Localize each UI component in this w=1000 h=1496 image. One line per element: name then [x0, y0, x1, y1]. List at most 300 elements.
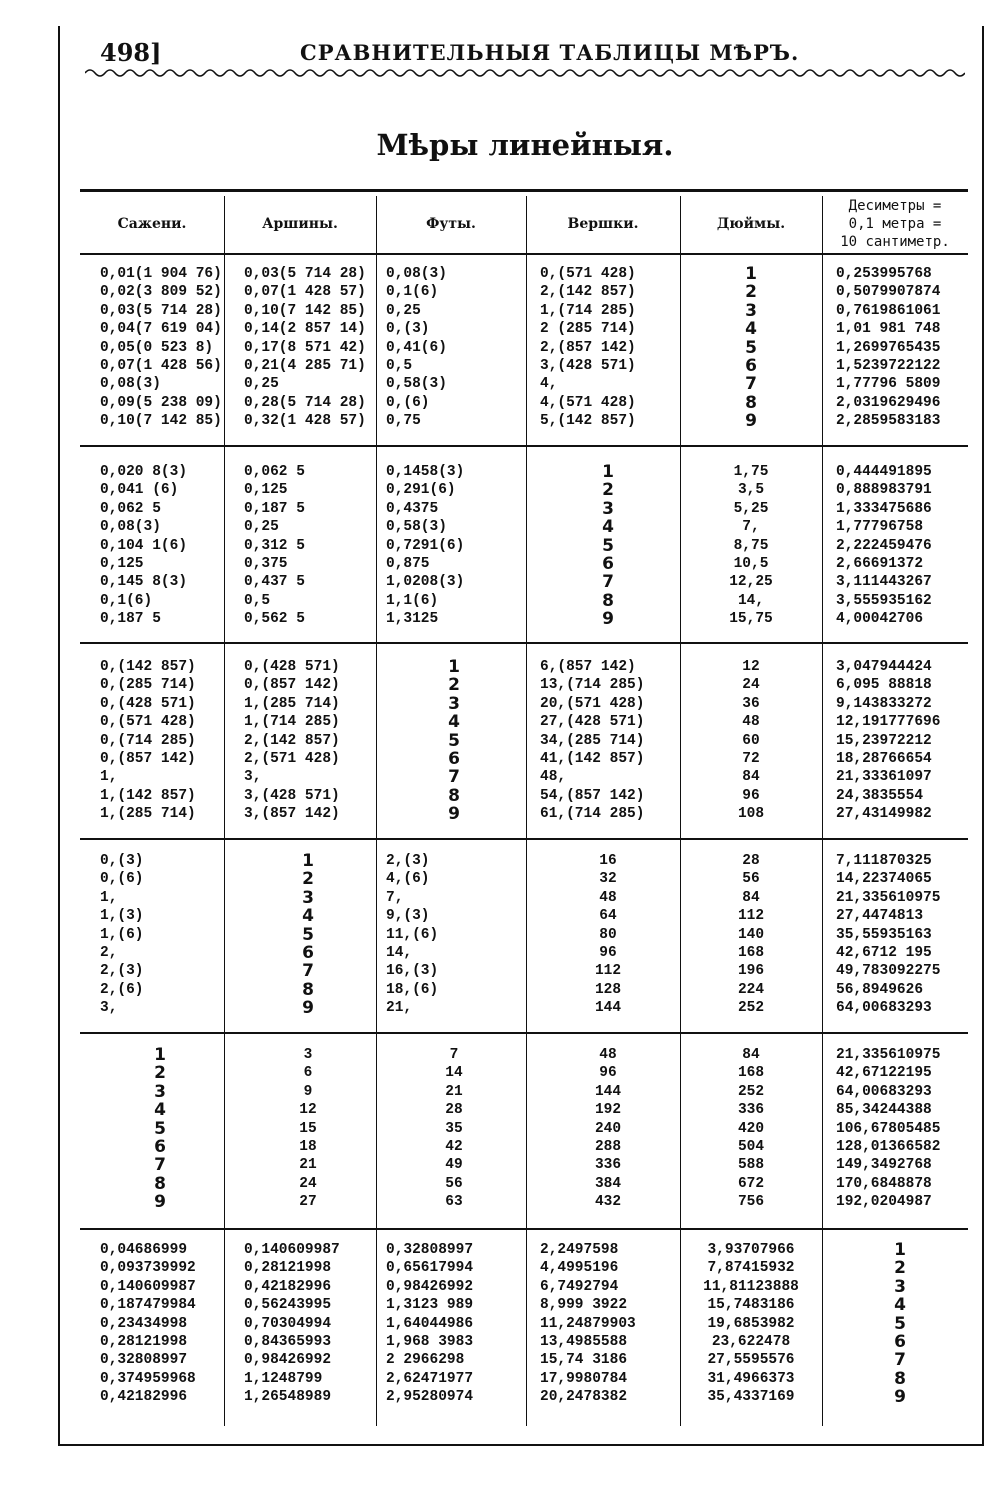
- table-cell-decimetry: [836, 265, 964, 431]
- table-value: 0,062 5: [100, 500, 161, 517]
- table-value: 48: [742, 714, 760, 731]
- table-value: 9,143833272: [836, 695, 932, 712]
- table-value: 21,: [386, 1000, 413, 1017]
- table-value: 28: [742, 853, 760, 869]
- table-value: 1,(714 285): [540, 302, 636, 319]
- table-value: 9: [302, 998, 314, 1019]
- table-value: 15,74 3186: [540, 1352, 628, 1369]
- table-cell-dyuimy: [686, 463, 816, 629]
- column-header-decimetry-line: 10 сантиметр.: [840, 234, 950, 250]
- table-value: 3,93707966: [707, 1242, 795, 1258]
- table-value: 6,095 88818: [836, 677, 932, 694]
- table-cell-decimetry: [836, 1046, 964, 1212]
- table-value: 4: [894, 1295, 906, 1316]
- table-value: 0,187479984: [100, 1297, 196, 1314]
- page-frame-bottom-rule: [58, 1444, 984, 1446]
- table-value: 0,093739992: [100, 1260, 196, 1277]
- table-cell-sazheni: [100, 852, 220, 1018]
- table-value: 1,968 3983: [386, 1333, 474, 1350]
- table-value: 34,(285 714): [540, 732, 645, 749]
- table-value: 20,2478382: [540, 1389, 628, 1406]
- table-value: 4,4995196: [540, 1260, 619, 1277]
- table-value: 672: [737, 1175, 765, 1192]
- table-value: 0,42182996: [244, 1278, 332, 1295]
- table-cell-vershki: [540, 852, 676, 1018]
- table-value: 0,25: [244, 519, 279, 536]
- column-header-decimetry-line: Десиметры =: [848, 198, 942, 214]
- table-value: 1,26548989: [244, 1389, 332, 1406]
- table-value: 19,6853982: [707, 1315, 795, 1332]
- table-value: 1: [154, 1045, 166, 1065]
- table-value: 0,21(4 285 71): [244, 357, 366, 374]
- table-value: 336: [594, 1157, 622, 1174]
- table-value: 168: [737, 1065, 765, 1082]
- table-cell-dyuimy: [686, 1046, 816, 1212]
- table-value: 0,5: [244, 592, 271, 609]
- table-value: 15,23972212: [836, 732, 932, 749]
- table-value: 96: [599, 944, 617, 961]
- table-value: 140: [737, 926, 765, 943]
- table-value: 8: [154, 1173, 166, 1194]
- table-value: 0,01(1 904 76): [100, 266, 222, 282]
- table-value: 112: [594, 963, 622, 980]
- table-value: 64,00683293: [836, 1083, 932, 1100]
- table-value: 56: [742, 871, 760, 888]
- table-value: 0,28121998: [244, 1260, 332, 1277]
- table-value: 0,562 5: [244, 611, 305, 628]
- table-value: 31,4966373: [707, 1370, 795, 1387]
- table-value: 9: [745, 411, 757, 432]
- table-value: 54,(857 142): [540, 787, 645, 804]
- table-cell-decimetry: [836, 658, 964, 824]
- table-value: 42,6712 195: [836, 944, 932, 961]
- table-value: 3,(428 571): [540, 357, 636, 374]
- table-cell-dyuimy: [686, 265, 816, 431]
- table-value: 1,0208(3): [386, 574, 465, 591]
- table-value: 48,: [540, 769, 567, 786]
- table-value: 0,(857 142): [244, 677, 340, 694]
- table-value: 12,25: [729, 574, 773, 591]
- column-header-dyuimy: Дюймы.: [716, 216, 786, 232]
- block-separator: [80, 642, 968, 644]
- table-cell-arshiny: [244, 1241, 372, 1407]
- table-value: 0,020 8(3): [100, 464, 188, 480]
- table-value: 1,(3): [100, 908, 144, 925]
- table-value: 0,140609987: [244, 1242, 340, 1258]
- table-value: 15: [299, 1120, 317, 1137]
- table-value: 9,(3): [386, 908, 430, 925]
- table-cell-futy: [386, 265, 522, 431]
- table-value: 35: [445, 1120, 463, 1137]
- table-value: 6: [303, 1065, 313, 1082]
- table-cell-futy: [386, 1046, 522, 1212]
- table-value: 3: [303, 1047, 313, 1063]
- table-value: 13,(714 285): [540, 677, 645, 694]
- column-rule: [680, 196, 681, 1426]
- table-value: 1,(6): [100, 926, 144, 943]
- table-value: 6: [154, 1136, 166, 1157]
- table-value: 0,(714 285): [100, 732, 196, 749]
- table-value: 15,7483186: [707, 1297, 795, 1314]
- column-rule: [526, 196, 527, 1426]
- table-value: 6: [448, 748, 460, 769]
- table-value: 2 2966298: [386, 1352, 465, 1369]
- table-value: 16,(3): [386, 963, 439, 980]
- table-value: 0,41(6): [386, 339, 447, 356]
- table-value: 18,(6): [386, 981, 439, 998]
- table-value: 3,: [244, 769, 262, 786]
- table-value: 0,98426992: [244, 1352, 332, 1369]
- table-value: 0,56243995: [244, 1297, 332, 1314]
- table-value: 0,65617994: [386, 1260, 474, 1277]
- page-frame-left-rule: [58, 26, 60, 1446]
- table-value: 24: [299, 1175, 317, 1192]
- table-value: 3: [302, 887, 314, 908]
- table-value: 0,32808997: [100, 1352, 188, 1369]
- table-cell-arshiny: [244, 463, 372, 629]
- table-value: 0,(428 571): [244, 659, 340, 675]
- table-value: 15,75: [729, 611, 773, 628]
- table-value: 49,783092275: [836, 963, 941, 980]
- table-value: 21,33361097: [836, 769, 932, 786]
- table-value: 4: [448, 712, 460, 733]
- table-value: 2: [745, 282, 757, 303]
- table-value: 20,(571 428): [540, 695, 645, 712]
- table-value: 1: [602, 462, 614, 482]
- table-value: 1,5239722122: [836, 357, 941, 374]
- table-value: 12,191777696: [836, 714, 941, 731]
- table-cell-futy: [386, 1241, 522, 1407]
- table-value: 0,(6): [386, 394, 430, 411]
- table-value: 7,111870325: [836, 853, 932, 869]
- table-value: 7: [448, 767, 460, 788]
- table-value: 4: [302, 906, 314, 927]
- running-title: СРАВНИТЕЛЬНЫЯ ТАБЛИЦЫ МѢРЪ.: [300, 40, 800, 65]
- table-value: 21: [299, 1157, 317, 1174]
- table-value: 192: [594, 1102, 622, 1119]
- block-separator: [80, 838, 968, 840]
- table-value: 3,5: [737, 482, 765, 499]
- table-value: 3: [745, 300, 757, 321]
- table-value: 27,5595576: [707, 1352, 795, 1369]
- table-value: 7,: [386, 889, 404, 906]
- table-value: 192,0204987: [836, 1194, 932, 1211]
- table-value: 2,2497598: [540, 1242, 619, 1258]
- table-value: 128,01366582: [836, 1138, 941, 1155]
- table-value: 2: [602, 480, 614, 501]
- table-value: 108: [737, 806, 765, 823]
- table-value: 8: [448, 785, 460, 806]
- table-value: 336: [737, 1102, 765, 1119]
- table-value: 0,07(1 428 56): [100, 357, 222, 374]
- table-value: 170,6848878: [836, 1175, 932, 1192]
- table-value: 1,(285 714): [244, 695, 340, 712]
- table-value: 2: [448, 675, 460, 696]
- table-value: 0,32(1 428 57): [244, 413, 366, 430]
- table-value: 3: [602, 498, 614, 519]
- column-header-sazheni: Сажени.: [117, 216, 187, 232]
- table-value: 14,: [737, 592, 765, 609]
- table-value: 149,3492768: [836, 1157, 932, 1174]
- table-value: 4: [602, 517, 614, 538]
- table-value: 252: [737, 1000, 765, 1017]
- table-value: 0,145 8(3): [100, 574, 188, 591]
- table-value: 7,87415932: [707, 1260, 795, 1277]
- table-value: 96: [599, 1065, 617, 1082]
- table-value: 2,(571 428): [244, 750, 340, 767]
- table-value: 96: [742, 787, 760, 804]
- table-cell-dyuimy: [686, 658, 816, 824]
- table-value: 4,(571 428): [540, 394, 636, 411]
- table-value: 0,140609987: [100, 1278, 196, 1295]
- table-value: 2 (285 714): [540, 321, 636, 338]
- table-value: 168: [737, 944, 765, 961]
- table-value: 23,622478: [711, 1333, 791, 1350]
- table-value: 1: [894, 1240, 906, 1260]
- table-value: 6: [745, 355, 757, 376]
- table-value: 5: [602, 535, 614, 556]
- table-value: 0,312 5: [244, 537, 305, 554]
- table-value: 504: [737, 1138, 765, 1155]
- table-value: 0,041 (6): [100, 482, 179, 499]
- table-cell-sazheni: [100, 1241, 220, 1407]
- table-value: 0,1458(3): [386, 464, 465, 480]
- table-value: 0,70304994: [244, 1315, 332, 1332]
- table-value: 0,(6): [100, 871, 144, 888]
- table-cell-vershki: [540, 658, 676, 824]
- column-header-decimetry-line: 0,1 метра =: [848, 216, 942, 232]
- table-cell-dyuimy: [686, 852, 816, 1018]
- table-cell-arshiny: [244, 1046, 372, 1212]
- table-value: 64: [599, 908, 617, 925]
- table-value: 17,9980784: [540, 1370, 628, 1387]
- table-value: 384: [594, 1175, 622, 1192]
- table-value: 588: [737, 1157, 765, 1174]
- block-separator: [80, 1228, 968, 1230]
- table-value: 84: [742, 889, 760, 906]
- table-value: 35,55935163: [836, 926, 932, 943]
- table-value: 1,: [100, 889, 118, 906]
- table-value: 2,(6): [100, 981, 144, 998]
- table-value: 0,03(5 714 28): [100, 302, 222, 319]
- table-value: 5: [894, 1313, 906, 1334]
- table-value: 8,999 3922: [540, 1297, 628, 1314]
- table-value: 0,28(5 714 28): [244, 394, 366, 411]
- table-value: 0,(857 142): [100, 750, 196, 767]
- table-value: 2,(142 857): [540, 284, 636, 301]
- table-value: 0,42182996: [100, 1389, 188, 1406]
- table-value: 4: [154, 1100, 166, 1121]
- table-value: 0,03(5 714 28): [244, 266, 366, 282]
- table-cell-futy: [386, 658, 522, 824]
- table-value: 7: [894, 1350, 906, 1371]
- table-value: 0,08(3): [100, 376, 161, 393]
- table-value: 2,: [100, 944, 118, 961]
- table-value: 1,2699765435: [836, 339, 941, 356]
- table-value: 9: [154, 1192, 166, 1213]
- column-header-arshiny: Аршины.: [262, 216, 338, 232]
- table-value: 0,888983791: [836, 482, 932, 499]
- table-value: 0,5: [386, 357, 413, 374]
- table-value: 0,875: [386, 555, 430, 572]
- table-value: 2: [894, 1258, 906, 1279]
- table-value: 2,(3): [100, 963, 144, 980]
- table-top-rule: [80, 189, 968, 192]
- table-value: 41,(142 857): [540, 750, 645, 767]
- table-value: 0,(285 714): [100, 677, 196, 694]
- table-heading: Мѣры линейныя.: [376, 128, 674, 162]
- table-value: 0,84365993: [244, 1333, 332, 1350]
- table-value: 8: [745, 392, 757, 413]
- block-separator: [80, 1032, 968, 1034]
- table-value: 27,43149982: [836, 806, 932, 823]
- table-value: 0,187 5: [244, 500, 305, 517]
- table-value: 4,00042706: [836, 611, 924, 628]
- table-value: 288: [594, 1138, 622, 1155]
- table-value: 56,8949626: [836, 981, 924, 998]
- table-value: 9: [303, 1083, 313, 1100]
- table-value: 756: [737, 1194, 765, 1211]
- table-cell-decimetry: [836, 1241, 964, 1407]
- table-value: 0,374959968: [100, 1370, 196, 1387]
- table-value: 13,4985588: [540, 1333, 628, 1350]
- table-value: 1,(142 857): [100, 787, 196, 804]
- table-value: 0,(571 428): [100, 714, 196, 731]
- table-value: 10,5: [733, 555, 769, 572]
- table-value: 0,09(5 238 09): [100, 394, 222, 411]
- table-value: 49: [445, 1157, 463, 1174]
- table-value: 2: [302, 869, 314, 890]
- table-value: 1,64044986: [386, 1315, 474, 1332]
- table-value: 0,(3): [100, 853, 144, 869]
- table-value: 2,(3): [386, 853, 430, 869]
- table-value: 42,67122195: [836, 1065, 932, 1082]
- table-value: 196: [737, 963, 765, 980]
- table-value: 36: [742, 695, 760, 712]
- table-value: 0,7619861061: [836, 302, 941, 319]
- table-value: 3,555935162: [836, 592, 932, 609]
- wavy-divider: [85, 66, 965, 80]
- column-header-decimetry: [822, 196, 968, 252]
- table-value: 56: [445, 1175, 463, 1192]
- table-value: 72: [742, 750, 760, 767]
- table-value: 0,07(1 428 57): [244, 284, 366, 301]
- table-value: 2,0319629496: [836, 394, 941, 411]
- table-value: 5,25: [733, 500, 769, 517]
- table-value: 3,(428 571): [244, 787, 340, 804]
- table-value: 1,(714 285): [244, 714, 340, 731]
- table-value: 0,437 5: [244, 574, 305, 591]
- table-value: 432: [594, 1194, 622, 1211]
- table-value: 5: [154, 1118, 166, 1139]
- table-value: 0,253995768: [836, 266, 932, 282]
- table-value: 14: [445, 1065, 463, 1082]
- table-cell-futy: [386, 463, 522, 629]
- table-value: 144: [594, 1083, 622, 1100]
- table-value: 0,7291(6): [386, 537, 465, 554]
- table-value: 6,(857 142): [540, 659, 636, 675]
- table-value: 60: [742, 732, 760, 749]
- table-value: 6: [602, 553, 614, 574]
- table-value: 9: [602, 609, 614, 630]
- table-value: 21: [445, 1083, 463, 1100]
- table-cell-decimetry: [836, 852, 964, 1018]
- table-value: 27,4474813: [836, 908, 924, 925]
- table-value: 0,32808997: [386, 1242, 474, 1258]
- table-value: 32: [599, 871, 617, 888]
- table-value: 0,25: [244, 376, 279, 393]
- table-value: 0,08(3): [386, 266, 447, 282]
- table-value: 2: [154, 1063, 166, 1084]
- table-value: 0,10(7 142 85): [100, 413, 222, 430]
- table-value: 0,08(3): [100, 519, 161, 536]
- column-rule: [376, 196, 377, 1426]
- table-value: 0,10(7 142 85): [244, 302, 366, 319]
- table-value: 0,104 1(6): [100, 537, 188, 554]
- table-value: 3,: [100, 1000, 118, 1017]
- table-value: 240: [594, 1120, 622, 1137]
- table-value: 3,047944424: [836, 659, 932, 675]
- table-value: 7: [602, 572, 614, 593]
- table-value: 7: [745, 374, 757, 395]
- table-value: 21,335610975: [836, 889, 941, 906]
- table-value: 61,(714 285): [540, 806, 645, 823]
- table-value: 0,125: [244, 482, 288, 499]
- column-header-vershki: Вершки.: [567, 216, 639, 232]
- page-frame-right-rule: [982, 26, 984, 1446]
- table-value: 144: [594, 1000, 622, 1017]
- table-value: 0,98426992: [386, 1278, 474, 1295]
- column-rule: [224, 196, 225, 1426]
- table-value: 2,2859583183: [836, 413, 941, 430]
- table-value: 1: [745, 264, 757, 284]
- table-cell-vershki: [540, 1046, 676, 1212]
- table-value: 42: [445, 1138, 463, 1155]
- table-value: 2,222459476: [836, 537, 932, 554]
- table-value: 1: [448, 657, 460, 677]
- table-value: 9: [894, 1387, 906, 1408]
- table-value: 224: [737, 981, 765, 998]
- table-value: 8,75: [733, 537, 769, 554]
- table-value: 18: [299, 1138, 317, 1155]
- table-value: 1,3123 989: [386, 1297, 474, 1314]
- table-value: 112: [737, 908, 765, 925]
- table-value: 5: [302, 924, 314, 945]
- table-value: 11,(6): [386, 926, 439, 943]
- table-value: 0,(3): [386, 321, 430, 338]
- table-value: 4,: [540, 376, 558, 393]
- table-value: 7: [302, 961, 314, 982]
- table-cell-futy: [386, 852, 522, 1018]
- table-value: 1,1(6): [386, 592, 439, 609]
- header-bottom-rule: [80, 253, 968, 255]
- table-value: 27: [299, 1194, 317, 1211]
- table-value: 2,(857 142): [540, 339, 636, 356]
- block-separator: [80, 445, 968, 447]
- table-value: 0,125: [100, 555, 144, 572]
- table-value: 0,(428 571): [100, 695, 196, 712]
- table-value: 0,58(3): [386, 519, 447, 536]
- table-value: 0,04686999: [100, 1242, 188, 1258]
- table-value: 420: [737, 1120, 765, 1137]
- table-value: 128: [594, 981, 622, 998]
- table-value: 1,01 981 748: [836, 321, 941, 338]
- table-value: 48: [599, 889, 617, 906]
- table-value: 11,24879903: [540, 1315, 636, 1332]
- table-value: 84: [742, 769, 760, 786]
- table-value: 3,(857 142): [244, 806, 340, 823]
- page-number: 498]: [100, 38, 162, 67]
